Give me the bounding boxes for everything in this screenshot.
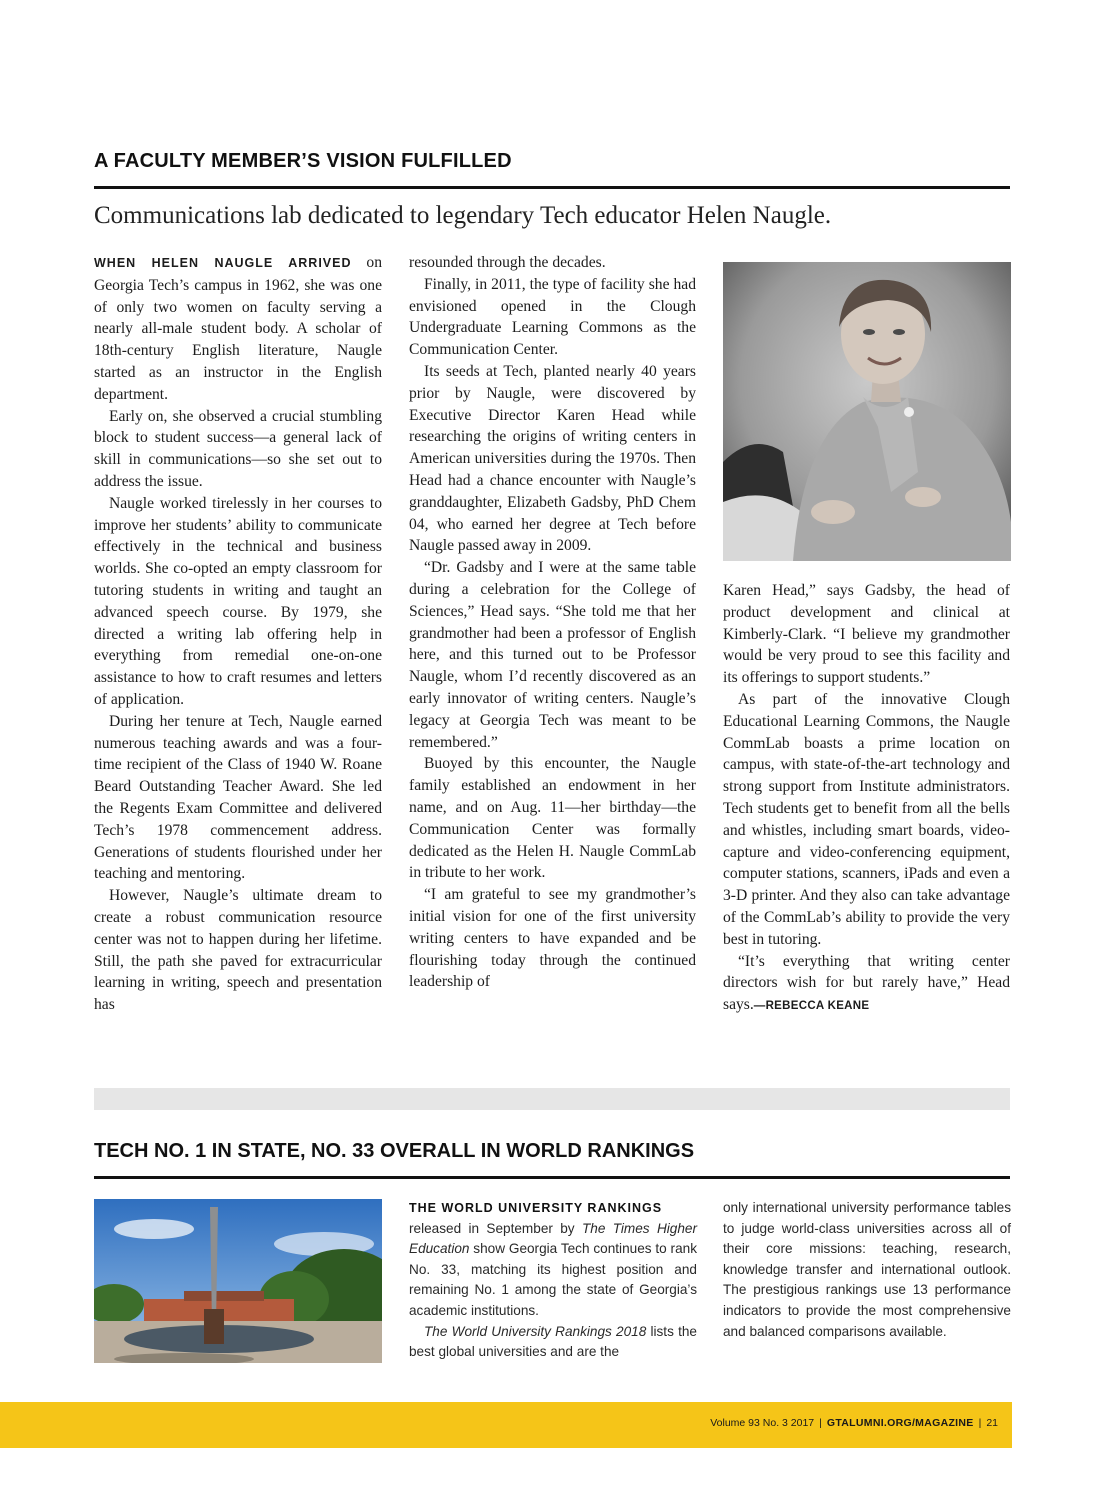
article-paragraph: only international university performance tables to judge world-class universities across all of their core missions: teaching, research, knowledge transfer and international outlook. The prestigious rankings use 13 performance indicators to provide the most comprehensive and balanced comparisons available.	[723, 1200, 1011, 1339]
article-paragraph: As part of the innovative Clough Educational Learning Commons, the Naugle CommLab boasts a prime location on campus, with state-of-the-art technology and strong support from Institute administrators. Tech students get to benefit from all the bells and whistles, including smart boards, video-capture and video-conferencing equipment, computer stations, scanners, iPads and even a 3-D printer. And they also can take advantage of the CommLab’s ability to provide the very best in tutoring.	[723, 690, 1010, 948]
article-column-1	[94, 252, 382, 1016]
article-paragraph: Finally, in 2011, the type of facility she had envisioned opened in the Clough Undergraduate Learning Commons as the Communication Center.	[409, 275, 696, 359]
article-paragraph: “It’s everything that writing center directors wish for but rarely have,” Head says.—REBECCA KEANE	[723, 952, 1010, 1014]
article-paragraph: During her tenure at Tech, Naugle earned numerous teaching awards and was a four-time recipient of the Class of 1940 W. Roane Beard Outstanding Teacher Award. She led the Regents Exam Committee and delivered Tech’s 1978 commencement address. Generations of students flourished under her teaching and mentoring.	[94, 712, 382, 883]
article-paragraph: resounded through the decades.	[409, 254, 606, 271]
section-divider-band	[94, 1088, 1010, 1110]
article-paragraph: “I am grateful to see my grandmother’s initial vision for one of the first university writing centers to have expanded and be flourishing today through the continued leadership of	[409, 886, 696, 991]
lead-in: THE WORLD UNIVERSITY RANKINGS	[409, 1201, 663, 1215]
article-paragraph: THE WORLD UNIVERSITY RANKINGS released in September by The Times Higher Education show Georgia Tech continues to rank No. 33, matching its highest position and remaining No. 1 among the state of Georgia’s academic institutions.	[409, 1201, 697, 1318]
article-paragraph: Its seeds at Tech, planted nearly 40 years prior by Naugle, were discovered by Executive Director Karen Head while researching the origins of writing centers in American universities during the 1970s. Then Head had a chance encounter with Naugle’s granddaughter, Elizabeth Gadsby, PhD Chem 04, who earned her degree at Tech before Naugle passed away in 2009.	[409, 362, 696, 555]
heading-rule	[94, 1176, 1010, 1179]
article-paragraph: The World University Rankings 2018 lists the best global universities and are the	[409, 1323, 697, 1360]
article-column-3	[723, 580, 1010, 1018]
campus-illustration	[94, 1199, 382, 1363]
page-number: 21	[986, 1417, 998, 1429]
site-link[interactable]: GTALUMNI.ORG/MAGAZINE	[826, 1417, 974, 1429]
article-paragraph: WHEN HELEN NAUGLE ARRIVED on Georgia Tech’s campus in 1962, she was one of only two women on faculty serving a nearly all-male student body. A scholar of 18th-century English literature, Naugle started as an instructor in the English department.	[94, 254, 382, 403]
article-deck: Communications lab dedicated to legendary Tech educator Helen Naugle.	[94, 202, 832, 229]
portrait-illustration	[723, 262, 1011, 561]
article-paragraph: Naugle worked tirelessly in her courses to improve her students’ ability to communicate effectively in the technical and business worlds. She co-opted an empty classroom for tutoring students in writing and taught an advanced speech course. By 1979, she directed a writing lab offering help in everything from remedial one-on-one assistance to how to craft resumes and letters of application.	[94, 494, 382, 708]
footer-band	[0, 1402, 1012, 1448]
rankings-column-1	[409, 1198, 697, 1363]
article-paragraph: Buoyed by this encounter, the Naugle family established an endowment in her name, and on Aug. 11—her birthday—the Communication Center was formally dedicated as the Helen H. Naugle CommLab in tribute to her work.	[409, 755, 696, 882]
campus-photo	[94, 1199, 382, 1363]
lead-in: WHEN HELEN NAUGLE ARRIVED	[94, 256, 352, 270]
section-heading-faculty-vision: A FACULTY MEMBER’S VISION FULFILLED	[94, 150, 512, 172]
article-paragraph: Karen Head,” says Gadsby, the head of product development and clinical at Kimberly-Clark. “I believe my grandmother would be very proud to see this facility and its offerings to support students.”	[723, 582, 1010, 687]
footer-text: Volume 93 No. 3 2017 | GTALUMNI.ORG/MAGAZINE | 21	[710, 1417, 998, 1429]
portrait-photo	[723, 262, 1011, 561]
author-byline: —REBECCA KEANE	[753, 1000, 870, 1013]
section-heading-rankings: TECH NO. 1 IN STATE, NO. 33 OVERALL IN WORLD RANKINGS	[94, 1140, 695, 1162]
issue-info: Volume 93 No. 3 2017	[710, 1417, 815, 1429]
heading-rule	[94, 186, 1010, 189]
article-paragraph: Early on, she observed a crucial stumbling block to student success—a general lack of skill in communications—so she set out to address the issue.	[94, 407, 382, 490]
rankings-column-2	[723, 1198, 1011, 1342]
article-paragraph: However, Naugle’s ultimate dream to create a robust communication resource center was not to happen during her lifetime. Still, the path she paved for extracurricular learning in writing, speech and presentation has	[94, 887, 382, 1014]
article-column-2	[409, 252, 696, 993]
article-paragraph: “Dr. Gadsby and I were at the same table during a celebration for the College of Sciences,” Head says. “She told me that her grandmother had been a professor of English here, and this turned out to be Professor Naugle, whom I’d recently discovered as an early innovator of writing centers. Naugle’s legacy at Georgia Tech was meant to be remembered.”	[409, 559, 696, 751]
